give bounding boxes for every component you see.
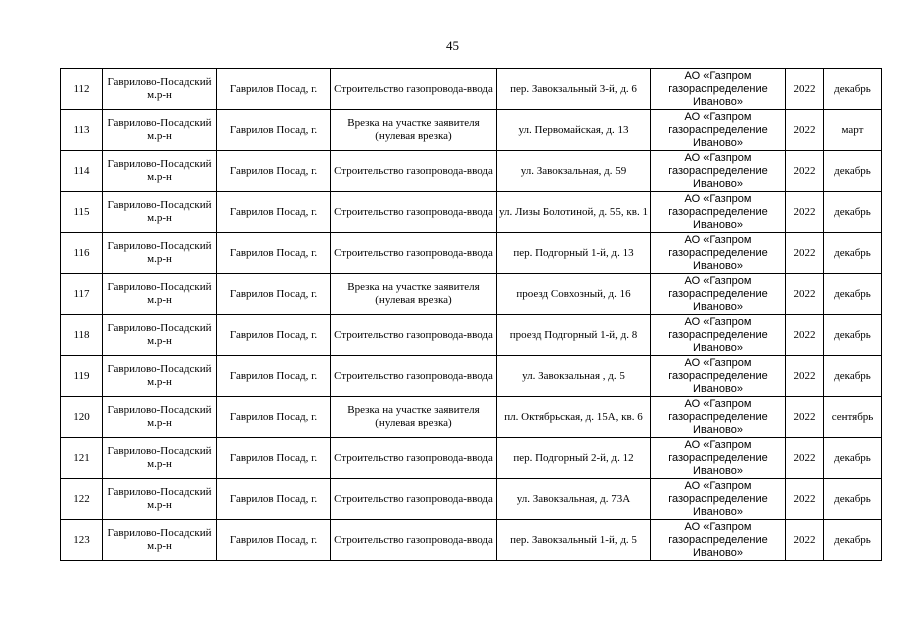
- row-number-cell: 119: [61, 356, 103, 397]
- table-row: [61, 315, 882, 356]
- work-type-cell: Строительство газопровода-ввода: [331, 192, 497, 233]
- table-row: [61, 397, 882, 438]
- address-cell: проезд Подгорный 1-й, д. 8: [497, 315, 651, 356]
- year-cell: 2022: [786, 356, 824, 397]
- table-row: [61, 274, 882, 315]
- district-cell: Гаврилово-Посадский м.р-н: [103, 438, 217, 479]
- year-cell: 2022: [786, 151, 824, 192]
- table-row: [61, 233, 882, 274]
- organization-cell: АО «Газпром газораспределение Иваново»: [651, 479, 786, 520]
- year-cell: 2022: [786, 520, 824, 561]
- organization-cell: АО «Газпром газораспределение Иваново»: [651, 438, 786, 479]
- district-cell: Гаврилово-Посадский м.р-н: [103, 192, 217, 233]
- table-row: [61, 192, 882, 233]
- month-cell: декабрь: [824, 69, 882, 110]
- district-cell: Гаврилово-Посадский м.р-н: [103, 315, 217, 356]
- month-cell: декабрь: [824, 233, 882, 274]
- organization-cell: АО «Газпром газораспределение Иваново»: [651, 356, 786, 397]
- organization-cell: АО «Газпром газораспределение Иваново»: [651, 192, 786, 233]
- year-cell: 2022: [786, 438, 824, 479]
- address-cell: ул. Завокзальная , д. 5: [497, 356, 651, 397]
- table-row: [61, 69, 882, 110]
- row-number-cell: 117: [61, 274, 103, 315]
- row-number-cell: 112: [61, 69, 103, 110]
- work-type-cell: Врезка на участке заявителя (нулевая врезка): [331, 397, 497, 438]
- district-cell: Гаврилово-Посадский м.р-н: [103, 397, 217, 438]
- row-number-cell: 121: [61, 438, 103, 479]
- district-cell: Гаврилово-Посадский м.р-н: [103, 356, 217, 397]
- settlement-cell: Гаврилов Посад, г.: [217, 69, 331, 110]
- district-cell: Гаврилово-Посадский м.р-н: [103, 69, 217, 110]
- organization-cell: АО «Газпром газораспределение Иваново»: [651, 233, 786, 274]
- address-cell: пер. Завокзальный 3-й, д. 6: [497, 69, 651, 110]
- address-cell: ул. Завокзальная, д. 73А: [497, 479, 651, 520]
- settlement-cell: Гаврилов Посад, г.: [217, 233, 331, 274]
- settlement-cell: Гаврилов Посад, г.: [217, 151, 331, 192]
- organization-cell: АО «Газпром газораспределение Иваново»: [651, 110, 786, 151]
- settlement-cell: Гаврилов Посад, г.: [217, 192, 331, 233]
- table-row: [61, 151, 882, 192]
- year-cell: 2022: [786, 274, 824, 315]
- month-cell: декабрь: [824, 315, 882, 356]
- page-number: 45: [446, 38, 459, 53]
- year-cell: 2022: [786, 110, 824, 151]
- row-number-cell: 114: [61, 151, 103, 192]
- organization-cell: АО «Газпром газораспределение Иваново»: [651, 69, 786, 110]
- year-cell: 2022: [786, 397, 824, 438]
- settlement-cell: Гаврилов Посад, г.: [217, 315, 331, 356]
- organization-cell: АО «Газпром газораспределение Иваново»: [651, 315, 786, 356]
- month-cell: декабрь: [824, 520, 882, 561]
- settlement-cell: Гаврилов Посад, г.: [217, 356, 331, 397]
- district-cell: Гаврилово-Посадский м.р-н: [103, 110, 217, 151]
- settlement-cell: Гаврилов Посад, г.: [217, 397, 331, 438]
- gasification-table: [60, 68, 882, 561]
- settlement-cell: Гаврилов Посад, г.: [217, 520, 331, 561]
- settlement-cell: Гаврилов Посад, г.: [217, 274, 331, 315]
- work-type-cell: Врезка на участке заявителя (нулевая врезка): [331, 110, 497, 151]
- work-type-cell: Строительство газопровода-ввода: [331, 479, 497, 520]
- row-number-cell: 123: [61, 520, 103, 561]
- address-cell: пер. Подгорный 1-й, д. 13: [497, 233, 651, 274]
- year-cell: 2022: [786, 479, 824, 520]
- row-number-cell: 113: [61, 110, 103, 151]
- address-cell: ул. Первомайская, д. 13: [497, 110, 651, 151]
- organization-cell: АО «Газпром газораспределение Иваново»: [651, 397, 786, 438]
- district-cell: Гаврилово-Посадский м.р-н: [103, 233, 217, 274]
- table-body: [61, 69, 882, 561]
- row-number-cell: 115: [61, 192, 103, 233]
- work-type-cell: Строительство газопровода-ввода: [331, 233, 497, 274]
- month-cell: декабрь: [824, 438, 882, 479]
- settlement-cell: Гаврилов Посад, г.: [217, 438, 331, 479]
- year-cell: 2022: [786, 192, 824, 233]
- row-number-cell: 116: [61, 233, 103, 274]
- row-number-cell: 118: [61, 315, 103, 356]
- settlement-cell: Гаврилов Посад, г.: [217, 479, 331, 520]
- district-cell: Гаврилово-Посадский м.р-н: [103, 520, 217, 561]
- address-cell: пер. Завокзальный 1-й, д. 5: [497, 520, 651, 561]
- work-type-cell: Строительство газопровода-ввода: [331, 69, 497, 110]
- organization-cell: АО «Газпром газораспределение Иваново»: [651, 151, 786, 192]
- month-cell: декабрь: [824, 192, 882, 233]
- table-row: [61, 520, 882, 561]
- year-cell: 2022: [786, 315, 824, 356]
- table-row: [61, 438, 882, 479]
- organization-cell: АО «Газпром газораспределение Иваново»: [651, 274, 786, 315]
- month-cell: декабрь: [824, 274, 882, 315]
- address-cell: пл. Октябрьская, д. 15А, кв. 6: [497, 397, 651, 438]
- month-cell: декабрь: [824, 356, 882, 397]
- month-cell: декабрь: [824, 479, 882, 520]
- table-row: [61, 356, 882, 397]
- address-cell: ул. Лизы Болотиной, д. 55, кв. 1: [497, 192, 651, 233]
- work-type-cell: Врезка на участке заявителя (нулевая врезка): [331, 274, 497, 315]
- work-type-cell: Строительство газопровода-ввода: [331, 438, 497, 479]
- work-type-cell: Строительство газопровода-ввода: [331, 356, 497, 397]
- district-cell: Гаврилово-Посадский м.р-н: [103, 151, 217, 192]
- settlement-cell: Гаврилов Посад, г.: [217, 110, 331, 151]
- work-type-cell: Строительство газопровода-ввода: [331, 151, 497, 192]
- work-type-cell: Строительство газопровода-ввода: [331, 520, 497, 561]
- row-number-cell: 122: [61, 479, 103, 520]
- month-cell: март: [824, 110, 882, 151]
- table-row: [61, 110, 882, 151]
- district-cell: Гаврилово-Посадский м.р-н: [103, 479, 217, 520]
- address-cell: проезд Совхозный, д. 16: [497, 274, 651, 315]
- district-cell: Гаврилово-Посадский м.р-н: [103, 274, 217, 315]
- table-row: [61, 479, 882, 520]
- address-cell: ул. Завокзальная, д. 59: [497, 151, 651, 192]
- work-type-cell: Строительство газопровода-ввода: [331, 315, 497, 356]
- month-cell: декабрь: [824, 151, 882, 192]
- organization-cell: АО «Газпром газораспределение Иваново»: [651, 520, 786, 561]
- month-cell: сентябрь: [824, 397, 882, 438]
- row-number-cell: 120: [61, 397, 103, 438]
- year-cell: 2022: [786, 233, 824, 274]
- year-cell: 2022: [786, 69, 824, 110]
- address-cell: пер. Подгорный 2-й, д. 12: [497, 438, 651, 479]
